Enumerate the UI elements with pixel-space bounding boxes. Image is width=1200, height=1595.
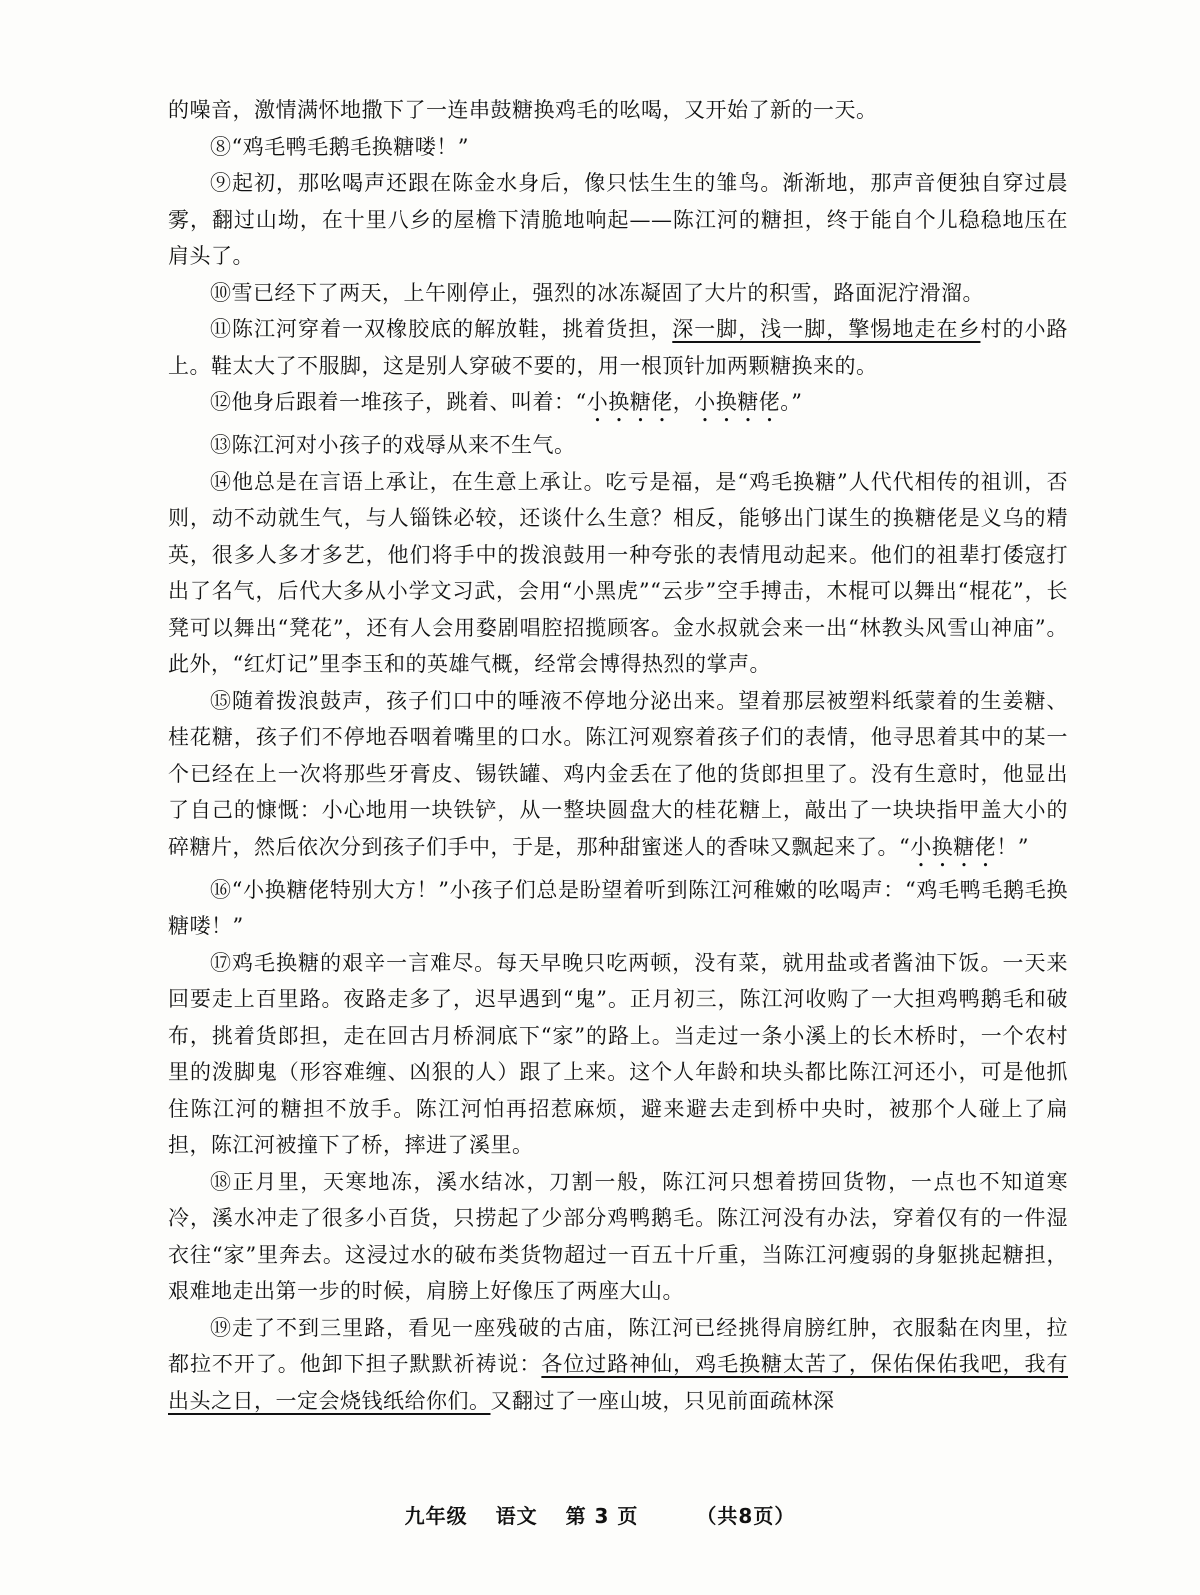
page-footer [0, 1500, 1200, 1529]
paragraph-text: ⑨起初，那吆喝声还跟在陈金水身后，像只怯生生的雏鸟。渐渐地，那声音便独自穿过晨雾，翻过山坳，在十里八乡的屋檐下清脆地响起——陈江河的糖担，终于能自个儿稳稳地压在肩头了。 [168, 171, 1068, 268]
underlined-text: 各位过路神仙，鸡毛换糖太苦了，保佑保佑我吧，我有出头之日，一定会烧钱纸给你们。 [168, 1352, 1069, 1413]
paragraph [168, 92, 1068, 129]
paragraph-text: 的噪音，激情满怀地撒下了一连串鼓糖换鸡毛的吆喝，又开始了新的一天。 [168, 98, 878, 122]
paragraph-text: ⑯“小换糖佬特别大方！”小孩子们总是盼望着听到陈江河稚嫩的吆喝声：“鸡毛鸭毛鹅毛换糖喽！” [168, 877, 1068, 938]
paragraph-text: ⑮随着拨浪鼓声，孩子们口中的唾液不停地分泌出来。望着那层被塑料纸蒙着的生姜糖、桂花糖，孩子们不停地吞咽着嘴里的口水。陈江河观察着孩子们的表情，他寻思着其中的某一个已经在上一次将那些牙膏皮、锡铁罐、鸡内金丢在了他的货郎担里了。没有生意时，他显出了自己的慷慨：小心地用一块铁铲，从一整块圆盘大的桂花糖上，敲出了一块块指甲盖大小的碎糖片，然后依次分到孩子们手中，于是，那种甜蜜迷人的香味又飘起来了。“ [168, 688, 1068, 859]
footer-page-number: 第 3 页 [565, 1504, 639, 1528]
paragraph-text: ⑱正月里，天寒地冻，溪水结冰，刀割一般，陈江河只想着捞回货物，一点也不知道寒冷，溪水冲走了很多小百货，只捞起了少部分鸡鸭鹅毛。陈江河没有办法，穿着仅有的一件湿衣往“家”里奔去。这浸过水的破布类货物超过一百五十斤重，当陈江河瘦弱的身躯挑起糖担，艰难地走出第一步的时候，肩膀上好像压了两座大山。 [168, 1169, 1068, 1303]
paragraph [168, 945, 1068, 1164]
paragraph [168, 311, 1068, 384]
paragraph-text: ！” [996, 834, 1029, 859]
paragraph-text: ⑧“鸡毛鸭毛鹅毛换糖喽！” [210, 134, 469, 159]
paragraph-text: ⑬陈江河对小孩子的戏辱从来不生气。 [210, 433, 576, 457]
paragraph [168, 464, 1068, 683]
paragraph [168, 1164, 1068, 1310]
paragraph [168, 275, 1068, 312]
paragraph [168, 427, 1068, 464]
paragraph-text: 。” [780, 390, 803, 414]
emphasis-dotted-text: 小换糖佬 [910, 834, 997, 859]
underlined-text: 深一脚，浅一脚，擎惕地走在乡 [672, 317, 981, 341]
paragraph [168, 872, 1068, 945]
paragraph-text: 村的小路上。鞋太大了不服脚，这是别人穿破不要的，用一根顶针加两颗糖换来的。 [168, 317, 1069, 378]
paragraph [168, 683, 1068, 872]
paragraph-text: ⑲走了不到三里路，看见一座残破的古庙，陈江河已经挑得肩膀红肿，衣服黏在肉里，拉都拉不开了。他卸下担子默默祈祷说： [168, 1315, 1068, 1376]
paragraph-text: ⑩雪已经下了两天，上午刚停止，强烈的冰冻凝固了大片的积雪，路面泥泞滑溜。 [210, 280, 984, 305]
paragraph [168, 384, 1068, 427]
paragraph-text: ， [672, 390, 695, 414]
emphasis-dotted-text: 小换糖佬 [586, 390, 673, 414]
footer-subject: 语文 [495, 1504, 538, 1528]
footer-grade: 九年级 [404, 1504, 468, 1528]
paragraph-text: ⑭他总是在言语上承让，在生意上承让。吃亏是福，是“鸡毛换糖”人代代相传的祖训，否则，动不动就生气，与人锱铢必较，还谈什么生意？相反，能够出门谋生的换糖佬是义乌的精英，很多人多才多艺，他们将手中的拨浪鼓用一种夸张的表情甩动起来。他们的祖辈打倭寇打出了名气，后代大多从小学文习武，会用“小黑虎”“云步”空手搏击，木棍可以舞出“棍花”，长凳可以舞出“凳花”，还有人会用婺剧唱腔招揽顾客。金水叔就会来一出“林教头风雪山神庙”。此外，“红灯记”里李玉和的英雄气概，经常会博得热烈的掌声。 [168, 469, 1068, 676]
paragraph [168, 1310, 1068, 1420]
footer-total-pages: （共8页） [696, 1504, 796, 1528]
paragraph-text: ⑰鸡毛换糖的艰辛一言难尽。每天早晚只吃两顿，没有菜，就用盐或者酱油下饭。一天来回要走上百里路。夜路走多了，迟早遇到“鬼”。正月初三，陈江河收购了一大担鸡鸭鹅毛和破布，挑着货郎担，走在回古月桥洞底下“家”的路上。当走过一条小溪上的长木桥时，一个农村里的泼脚鬼（形容难缠、凶狠的人）跟了上来。这个人年龄和块头都比陈江河还小，可是他抓住陈江河的糖担不放手。陈江河怕再招惹麻烦，避来避去走到桥中央时，被那个人碰上了扁担，陈江河被撞下了桥，摔进了溪里。 [168, 950, 1068, 1157]
paragraph-text: 又翻过了一座山坡，只见前面疏林深 [490, 1388, 835, 1413]
paragraph-text: ⑫他身后跟着一堆孩子，跳着、叫着：“ [210, 390, 587, 414]
paragraph [168, 165, 1068, 275]
article-body [168, 92, 1068, 1419]
paragraph-text: ⑪陈江河穿着一双橡胶底的解放鞋，挑着货担， [210, 317, 673, 341]
paragraph [168, 129, 1068, 166]
emphasis-dotted-text: 小换糖佬 [694, 390, 781, 414]
